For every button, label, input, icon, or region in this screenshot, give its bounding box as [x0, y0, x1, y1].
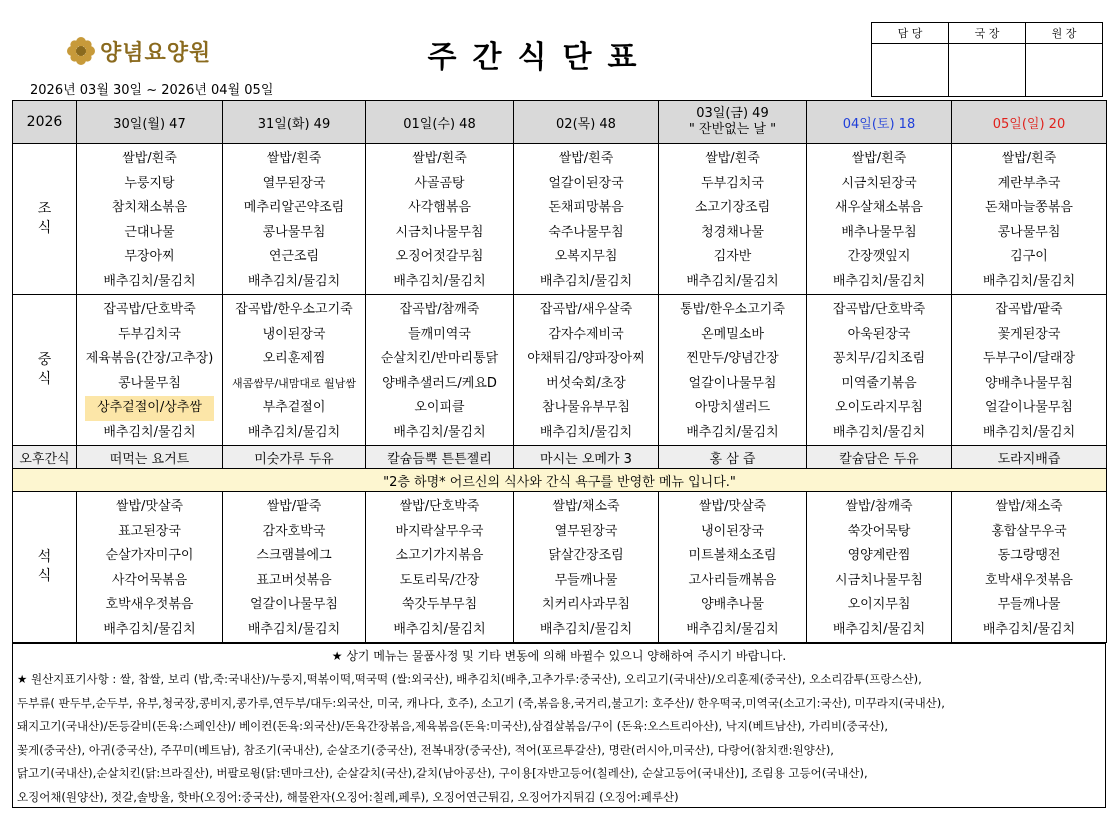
menu-item: 오복지무침 — [554, 249, 618, 264]
snack-label: 오후간식 — [13, 446, 77, 469]
menu-item: 소고기장조림 — [694, 200, 771, 215]
menu-item: 사각어묵볶음 — [111, 572, 188, 588]
menu-item: 상추겉절이/상추쌈 — [85, 396, 214, 421]
sign-label-head: 원 장 — [1026, 23, 1103, 44]
dinner-label: 석 식 — [13, 492, 77, 643]
menu-item: 버섯숙회/초장 — [546, 375, 626, 391]
menu-item: 배추김치/물김치 — [982, 424, 1076, 440]
breakfast-cell — [223, 144, 366, 295]
logo-text: 양념요양원 — [100, 40, 212, 66]
menu-item: 김구이 — [1010, 249, 1048, 264]
menu-item: 연근조림 — [268, 249, 320, 264]
approval-box — [871, 22, 1103, 97]
snack-row — [13, 446, 1107, 469]
menu-item: 양배추나물무침 — [985, 375, 1073, 391]
menu-item: 콩나물무침 — [262, 224, 326, 240]
period-text: 2026년 03월 30일 ~ 2026년 04월 05일 — [30, 83, 274, 98]
menu-item: 참나물유부무침 — [542, 400, 630, 415]
menu-item: 도토리묵/간장 — [399, 572, 480, 588]
menu-item: 잡곡밥/팥죽 — [995, 302, 1063, 317]
menu-item: 배추나물무침 — [841, 224, 917, 240]
dinner-row — [13, 492, 1107, 643]
menu-item: 양배추샐러드/케요D — [382, 375, 497, 391]
logo — [66, 34, 211, 68]
menu-item: 계란부추국 — [997, 175, 1061, 191]
menu-item: 고사리들깨볶음 — [688, 572, 777, 588]
menu-item: 쌀밥/흰죽 — [122, 151, 177, 166]
menu-item: 배추김치/물김치 — [982, 273, 1076, 289]
menu-item: 배추김치/물김치 — [539, 621, 633, 637]
menu-item: 야채튀김/양파장아찌 — [527, 351, 645, 366]
menu-item: 잡곡밥/새우살죽 — [539, 302, 633, 317]
menu-item: 쌀밥/흰죽 — [266, 151, 322, 166]
menu-item: 오이피클 — [414, 400, 465, 415]
breakfast-cell — [659, 144, 807, 295]
menu-item: 간장깻잎지 — [847, 249, 911, 264]
menu-item: 쌀밥/채소죽 — [995, 499, 1063, 514]
sign-label-director: 국 장 — [949, 23, 1026, 44]
menu-item: 돈채마늘쫑볶음 — [985, 200, 1073, 215]
footer-notice: ★ 상기 메뉴는 물품사정 및 기타 변동에 의해 바뀔수 있으니 양해하여 주시기 바랍니다. — [331, 649, 787, 663]
menu-item: 메추리알곤약조림 — [243, 200, 345, 215]
menu-item: 배추김치/물김치 — [982, 621, 1076, 637]
menu-item: 두부구이/달래장 — [982, 351, 1076, 366]
lunch-cell — [807, 295, 952, 446]
menu-item: 잡곡밥/참깨죽 — [399, 302, 480, 317]
menu-item: 호박새우젓볶음 — [985, 572, 1073, 588]
dinner-cell — [659, 492, 807, 643]
menu-item: 참치채소볶음 — [111, 200, 188, 215]
menu-item: 오이도라지무침 — [835, 400, 923, 415]
menu-item: 얼갈이나물무침 — [985, 400, 1073, 415]
menu-item: 배추김치/물김치 — [686, 273, 779, 289]
menu-item: 배추김치/물김치 — [539, 273, 633, 289]
menu-item: 무들깨나물 — [554, 572, 618, 588]
breakfast-cell — [807, 144, 952, 295]
day-header-fri-sub: " 잔반없는 날 " — [688, 122, 777, 137]
menu-item: 치커리사과무침 — [542, 597, 630, 612]
menu-item: 얼갈이된장국 — [548, 175, 624, 191]
menu-item: 쌀밥/맛살죽 — [115, 499, 184, 514]
menu-item: 오징어젓갈무침 — [395, 249, 484, 264]
sign-box-director[interactable] — [949, 44, 1026, 97]
menu-item: 잡곡밥/단호박죽 — [103, 302, 196, 317]
menu-item: 무들깨나물 — [997, 597, 1061, 612]
menu-item: 미역줄기볶음 — [841, 375, 917, 391]
menu-item: 숙주나물무침 — [548, 224, 624, 240]
menu-table — [12, 100, 1107, 643]
menu-item: 쌀밥/흰죽 — [705, 151, 760, 166]
menu-item: 배추김치/물김치 — [247, 424, 341, 440]
menu-item: 쌀밥/단호박죽 — [399, 499, 480, 514]
menu-item: 누룽지탕 — [124, 175, 175, 191]
menu-item: 쌀밥/맛살죽 — [698, 499, 767, 514]
menu-item: 배추김치/물김치 — [686, 621, 779, 637]
menu-item: 영양계란찜 — [847, 548, 911, 563]
lunch-cell — [952, 295, 1107, 446]
dinner-cell — [77, 492, 223, 643]
snack-cell: 칼슘듬뿍 튼튼젤리 — [366, 446, 514, 469]
menu-item: 스크램블에그 — [256, 548, 332, 563]
lunch-cell — [77, 295, 223, 446]
day-header-sun: 05일(일) 20 — [952, 101, 1107, 144]
menu-item: 쌀밥/흰죽 — [851, 151, 907, 166]
menu-item: 쌀밥/채소죽 — [552, 499, 620, 514]
menu-item: 배추김치/물김치 — [539, 424, 633, 440]
menu-item: 배추김치/물김치 — [247, 621, 341, 637]
menu-item: 쌀밥/참깨죽 — [845, 499, 913, 514]
menu-item: 미트볼채소조림 — [688, 548, 777, 563]
flower-logo-icon — [66, 36, 96, 66]
menu-item: 냉이된장국 — [262, 326, 326, 342]
menu-item: 두부김치국 — [118, 326, 181, 342]
menu-item: 쌀밥/흰죽 — [558, 151, 614, 166]
menu-item: 근대나물 — [124, 224, 175, 240]
menu-item: 배추김치/물김치 — [832, 273, 926, 289]
snack-cell: 떠먹는 요거트 — [77, 446, 223, 469]
dinner-cell — [223, 492, 366, 643]
notice-row — [13, 469, 1107, 492]
menu-item: 냉이된장국 — [701, 523, 764, 539]
breakfast-cell — [952, 144, 1107, 295]
day-header-thu: 02(목) 48 — [514, 101, 659, 144]
menu-item: 사각햄볶음 — [408, 200, 471, 215]
year-cell: 2026 — [13, 101, 77, 144]
menu-item: 시금치나물무침 — [395, 224, 484, 240]
sign-box-head[interactable] — [1026, 44, 1103, 97]
snack-cell: 마시는 오메가 3 — [514, 446, 659, 469]
lunch-cell — [514, 295, 659, 446]
menu-item: 호박새우젓볶음 — [105, 597, 194, 612]
day-header-fri-label: 03일(금) 49 — [696, 106, 769, 121]
day-header-wed: 01일(수) 48 — [366, 101, 514, 144]
dinner-cell — [952, 492, 1107, 643]
day-header-fri — [659, 101, 807, 144]
menu-item: 오이지무침 — [847, 597, 911, 612]
menu-item: 배추김치/물김치 — [103, 424, 196, 440]
menu-item: 김자반 — [713, 249, 752, 264]
menu-item: 열무된장국 — [262, 175, 326, 191]
sign-box-staff[interactable] — [872, 44, 949, 97]
menu-item: 통밥/한우소고기죽 — [680, 302, 785, 317]
origin-line: 오징어채(원양산), 젓갈,솔방울, 핫바(오징어:중국산), 해물완자(오징어:칠레,페루), 오징어연근튀김, 오징어가지튀김 (오징어:페루산) — [17, 789, 679, 804]
dinner-cell — [807, 492, 952, 643]
menu-item: 배추김치/물김치 — [832, 621, 926, 637]
menu-item: 표고버섯볶음 — [256, 572, 332, 588]
menu-item: 제육볶음(간장/고추장) — [85, 351, 214, 366]
lunch-cell — [659, 295, 807, 446]
menu-item: 동그랑땡전 — [997, 548, 1061, 563]
menu-item: 배추김치/물김치 — [393, 424, 486, 440]
dinner-cell — [514, 492, 659, 643]
lunch-cell — [223, 295, 366, 446]
origin-line: 돼지고기(국내산)/돈등갈비(돈육:스페인산)/ 베이컨(돈육:외국산)/돈육간장볶음,제육볶음(돈육:미국산),삼겹살볶음/구이 (돈육:오스트리아산), 낙지(베트남산), 가리비(중국산), — [17, 719, 889, 733]
menu-item: 배추김치/물김치 — [393, 273, 486, 289]
menu-item: 잡곡밥/단호박죽 — [832, 302, 926, 317]
menu-item: 표고된장국 — [118, 523, 181, 539]
menu-item: 닭살간장조림 — [548, 548, 624, 563]
menu-item: 돈채피망볶음 — [548, 200, 624, 215]
menu-item: 배추김치/물김치 — [686, 424, 779, 440]
menu-item: 시금치나물무침 — [835, 572, 923, 588]
lunch-cell — [366, 295, 514, 446]
footer-notes — [12, 643, 1106, 808]
breakfast-row — [13, 144, 1107, 295]
lunch-label: 중 식 — [13, 295, 77, 446]
menu-item: 꽁치무/김치조림 — [832, 351, 926, 366]
menu-item: 배추김치/물김치 — [247, 273, 341, 289]
menu-item: 새우살채소볶음 — [835, 200, 923, 215]
origin-line: 닭고기(국내산),순살치킨(닭:브라질산), 버팔로윙(닭:덴마크산), 순살갈치(국산),갈치(남아공산), 구이용[자반고등어(칠레산), 순살고등어(국내산)], 조림용 고등어(국내산), — [17, 766, 868, 780]
notice-text: "2층 하명* 어르신의 식사와 간식 욕구를 반영한 메뉴 입니다." — [13, 469, 1107, 492]
menu-item: 찐만두/양념간장 — [686, 351, 779, 366]
snack-cell: 미숫가루 두유 — [223, 446, 366, 469]
menu-item: 쑥갓두부무침 — [401, 597, 478, 612]
menu-item: 순살가자미구이 — [105, 548, 194, 563]
menu-item: 시금치된장국 — [841, 175, 917, 191]
menu-item: 열무된장국 — [554, 523, 618, 539]
menu-item: 쌀밥/흰죽 — [1001, 151, 1057, 166]
menu-item: 콩나물무침 — [118, 375, 181, 391]
breakfast-cell — [366, 144, 514, 295]
breakfast-cell — [514, 144, 659, 295]
menu-item: 아욱된장국 — [847, 326, 911, 342]
menu-item: 배추김치/물김치 — [393, 621, 486, 637]
menu-item: 콩나물무침 — [997, 224, 1061, 240]
menu-item: 바지락살무우국 — [395, 523, 484, 539]
sign-label-staff: 담 당 — [872, 23, 949, 44]
menu-item: 감자호박국 — [262, 523, 326, 539]
menu-item: 쑥갓어묵탕 — [847, 523, 911, 539]
menu-item: 부추겉절이 — [262, 400, 326, 415]
origin-line: 두부류( 판두부,순두부, 유부,청국장,콩비지,콩가루,연두부/대두:외국산, 미국, 캐나다, 호주), 소고기 (죽,볶음용,국거리,불고기: 호주산)/ 한우떡국,미역국(소고기:국산), 미꾸라지(국내산), — [17, 695, 945, 710]
menu-item: 잡곡밥/한우소고기죽 — [235, 302, 353, 317]
breakfast-label: 조 식 — [13, 144, 77, 295]
menu-item: 아망치샐러드 — [694, 400, 771, 415]
day-header-sat: 04일(토) 18 — [807, 101, 952, 144]
breakfast-cell — [77, 144, 223, 295]
snack-cell: 도라지배즙 — [952, 446, 1107, 469]
menu-item: 홍합살무우국 — [991, 523, 1067, 539]
menu-item: 순살치킨/반마리통닭 — [380, 351, 499, 366]
menu-item: 사골곰탕 — [414, 175, 465, 191]
menu-item: 배추김치/물김치 — [103, 621, 196, 637]
menu-item: 배추김치/물김치 — [103, 273, 196, 289]
menu-item: 두부김치국 — [701, 175, 764, 191]
origin-line: 꽃게(중국산), 아귀(중국산), 주꾸미(베트남), 참조기(국내산), 순살조기(중국산), 전복내장(중국산), 적어(포르투갈산), 명란(러시아,미국산), 다랑어(참치캔:원양산), — [17, 742, 834, 757]
menu-item: 새콤쌈무/내맘대로 월남쌈 — [231, 376, 357, 390]
menu-item: 청경채나물 — [701, 224, 764, 240]
menu-item: 얼갈이나물무침 — [250, 597, 338, 612]
menu-item: 배추김치/물김치 — [832, 424, 926, 440]
menu-item: 쌀밥/흰죽 — [412, 151, 467, 166]
menu-item: 양배추나물 — [701, 597, 764, 612]
origin-line: ★ 원산지표기사항 : 쌀, 찹쌀, 보리 (밥,죽:국내산)/누룽지,떡볶이떡,떡국떡 (쌀:외국산), 배추김치(배추,고추가루:중국산), 오리고기(국내산)/오리훈제(중국산), 오소리감투(프랑스산), — [17, 672, 922, 686]
menu-item: 오리훈제찜 — [262, 351, 326, 366]
page-title: 주간식단표 — [427, 40, 653, 75]
menu-item: 꽃게된장국 — [997, 326, 1061, 342]
snack-cell: 칼슘담은 두유 — [807, 446, 952, 469]
menu-item: 쌀밥/팥죽 — [266, 499, 322, 514]
menu-item: 소고기가지볶음 — [395, 548, 484, 563]
menu-item: 얼갈이나물무침 — [688, 375, 777, 391]
lunch-row — [13, 295, 1107, 446]
dinner-cell — [366, 492, 514, 643]
day-header-tue: 31일(화) 49 — [223, 101, 366, 144]
snack-cell: 홍 삼 즙 — [659, 446, 807, 469]
menu-item: 무장아찌 — [124, 249, 175, 264]
menu-item: 감자수제비국 — [548, 326, 624, 342]
menu-item: 들깨미역국 — [408, 326, 471, 342]
day-header-mon: 30일(월) 47 — [77, 101, 223, 144]
header-row — [13, 101, 1107, 144]
menu-item: 온메밀소바 — [701, 326, 764, 342]
